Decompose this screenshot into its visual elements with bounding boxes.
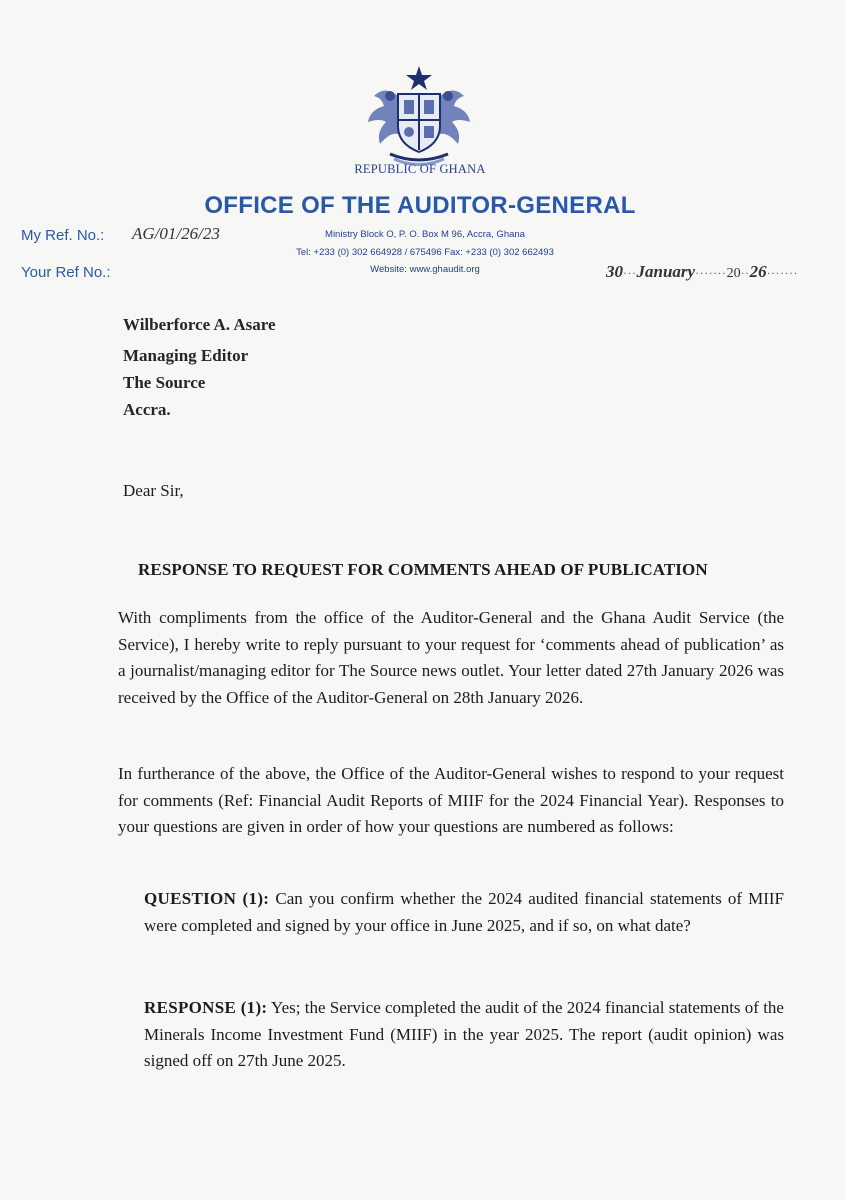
website-line: Website: www.ghaudit.org — [370, 264, 480, 275]
date-century: 20 — [726, 266, 741, 281]
address-line: Ministry Block O, P. O. Box M 96, Accra, Ghana — [325, 229, 525, 240]
recipient-city: Accra. — [123, 400, 171, 419]
response-1 — [144, 995, 784, 1075]
body-paragraph: With compliments from the office of the Auditor-General and the Ghana Audit Service (the Service), I hereby write to reply pursuant to your request for ‘comments ahead of publication’ as a journalist/managing editor for The Source news outlet. Your letter dated 27th January 2026 was received by the Office of the Auditor-General on 28th January 2026. — [118, 608, 784, 707]
letter-subject: RESPONSE TO REQUEST FOR COMMENTS AHEAD OF PUBLICATION — [138, 560, 708, 579]
date-month: January — [636, 262, 696, 281]
recipient-title: Managing Editor — [123, 346, 249, 365]
question-1-text: Can you confirm whether the 2024 audited financial statements of MIIF were completed and signed by your office in June 2025, and if so, on what date? — [144, 889, 784, 935]
date-day: 30 — [606, 262, 623, 281]
republic-label: REPUBLIC OF GHANA — [354, 162, 486, 176]
salutation: Dear Sir, — [123, 481, 184, 500]
my-ref-label: My Ref. No.: — [21, 227, 105, 244]
coat-of-arms-icon — [360, 62, 478, 170]
question-1 — [144, 886, 784, 939]
your-ref-label: Your Ref No.: — [21, 264, 111, 281]
contact-line: Tel: +233 (0) 302 664928 / 675496 Fax: +233 (0) 302 662493 — [296, 247, 554, 258]
date-year: 26 — [749, 262, 767, 281]
recipient-name: Wilberforce A. Asare — [123, 315, 276, 334]
letter-date: 30···January·······20··26······· — [606, 262, 799, 281]
body-paragraph: In furtherance of the above, the Office of the Auditor-General wishes to respond to your request for comments (Ref: Financial Audit Reports of MIIF for the 2024 Financial Year). Responses to your questions are given in order of how your questions are numbered as follows: — [118, 764, 784, 836]
recipient-organization: The Source — [123, 373, 206, 392]
my-ref-value: AG/01/26/23 — [132, 224, 220, 243]
response-1-text: Yes; the Service completed the audit of the 2024 financial statements of the Minerals Income Investment Fund (MIIF) in the year 2025. The report (audit opinion) was signed off on 27th June 2025. — [144, 998, 784, 1070]
response-1-label: RESPONSE (1): — [144, 998, 268, 1017]
question-1-label: QUESTION (1): — [144, 889, 270, 908]
office-title: OFFICE OF THE AUDITOR-GENERAL — [204, 192, 636, 219]
